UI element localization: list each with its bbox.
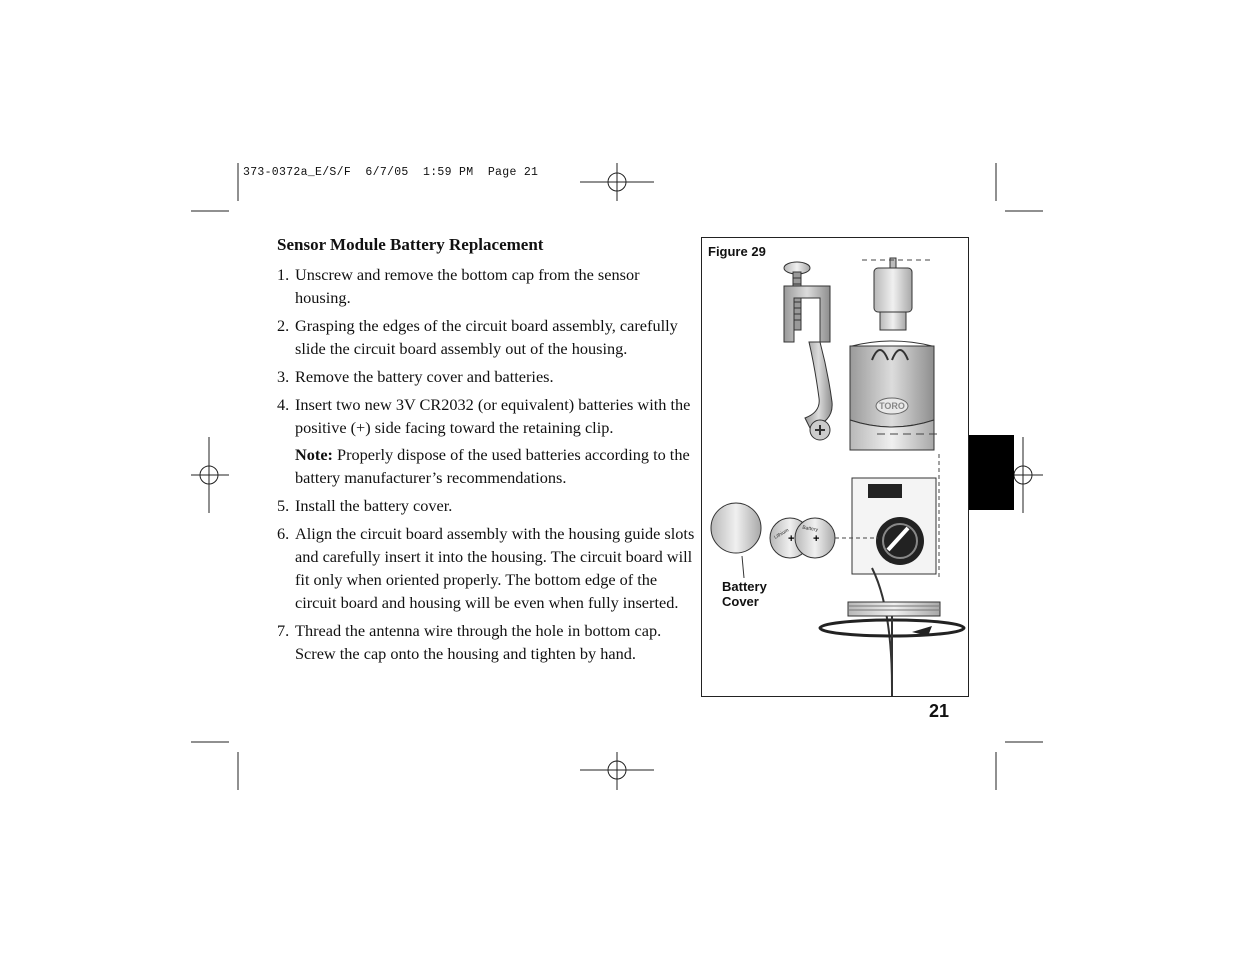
figure-29 — [701, 237, 969, 697]
mounting-clamp — [784, 262, 832, 440]
battery-plus: + — [788, 533, 795, 545]
sensor-illustration — [702, 238, 968, 696]
step-number: 7. — [277, 621, 290, 640]
step-2 — [277, 314, 697, 360]
step-text: Insert two new 3V CR2032 (or equivalent) batteries with the positive (+) side facing toward the retaining clip. — [295, 395, 691, 437]
step-number: 6. — [277, 524, 290, 543]
toro-logo: TORO — [879, 401, 905, 411]
step-1 — [277, 263, 697, 309]
bottom-cap — [820, 602, 964, 696]
battery-cover-label-line2: Cover — [722, 594, 759, 609]
step-number: 1. — [277, 265, 290, 284]
steps-list — [277, 263, 697, 439]
step-text: Grasping the edges of the circuit board assembly, carefully slide the circuit board assembly out of the housing. — [295, 316, 678, 358]
section-heading: Sensor Module Battery Replacement — [277, 235, 544, 254]
sensor-housing — [850, 258, 942, 450]
step-4 — [277, 393, 697, 439]
instructions — [277, 233, 697, 670]
step-text: Remove the battery cover and batteries. — [295, 367, 554, 386]
battery-cover-label-line1: Battery — [722, 579, 767, 594]
step-6 — [277, 522, 697, 614]
battery-plus: + — [813, 533, 820, 545]
note — [277, 443, 697, 489]
step-3 — [277, 365, 697, 388]
step-text: Install the battery cover. — [295, 496, 453, 515]
battery-label-text: Battery — [801, 524, 819, 534]
step-number: 2. — [277, 316, 290, 335]
step-5 — [277, 494, 697, 517]
page-number: 21 — [929, 701, 950, 721]
step-text: Unscrew and remove the bottom cap from the sensor housing. — [295, 265, 640, 307]
step-text: Thread the antenna wire through the hole in bottom cap. Screw the cap onto the housing and tighten by hand. — [295, 621, 662, 663]
section-tab — [969, 435, 1014, 510]
step-number: 3. — [277, 367, 290, 386]
print-slug: 373-0372a_E/S/F 6/7/05 1:59 PM Page 21 — [243, 166, 539, 179]
step-text: Align the circuit board assembly with the housing guide slots and carefully insert it into the housing. The circuit board will fit only when oriented properly. The bottom edge of the circuit board and housing will be even when fully inserted. — [295, 524, 695, 612]
battery-cover-label — [722, 579, 792, 609]
step-7 — [277, 619, 697, 665]
steps-list-continued — [277, 494, 697, 665]
circuit-board — [852, 454, 939, 688]
step-number: 4. — [277, 395, 290, 414]
battery-brand-text: Lithium — [773, 527, 791, 541]
step-number: 5. — [277, 496, 290, 515]
figure-label: Figure 29 — [708, 244, 766, 259]
note-label: Note: — [295, 445, 333, 464]
note-text: Properly dispose of the used batteries according to the battery manufacturer’s recommendations. — [295, 445, 690, 487]
